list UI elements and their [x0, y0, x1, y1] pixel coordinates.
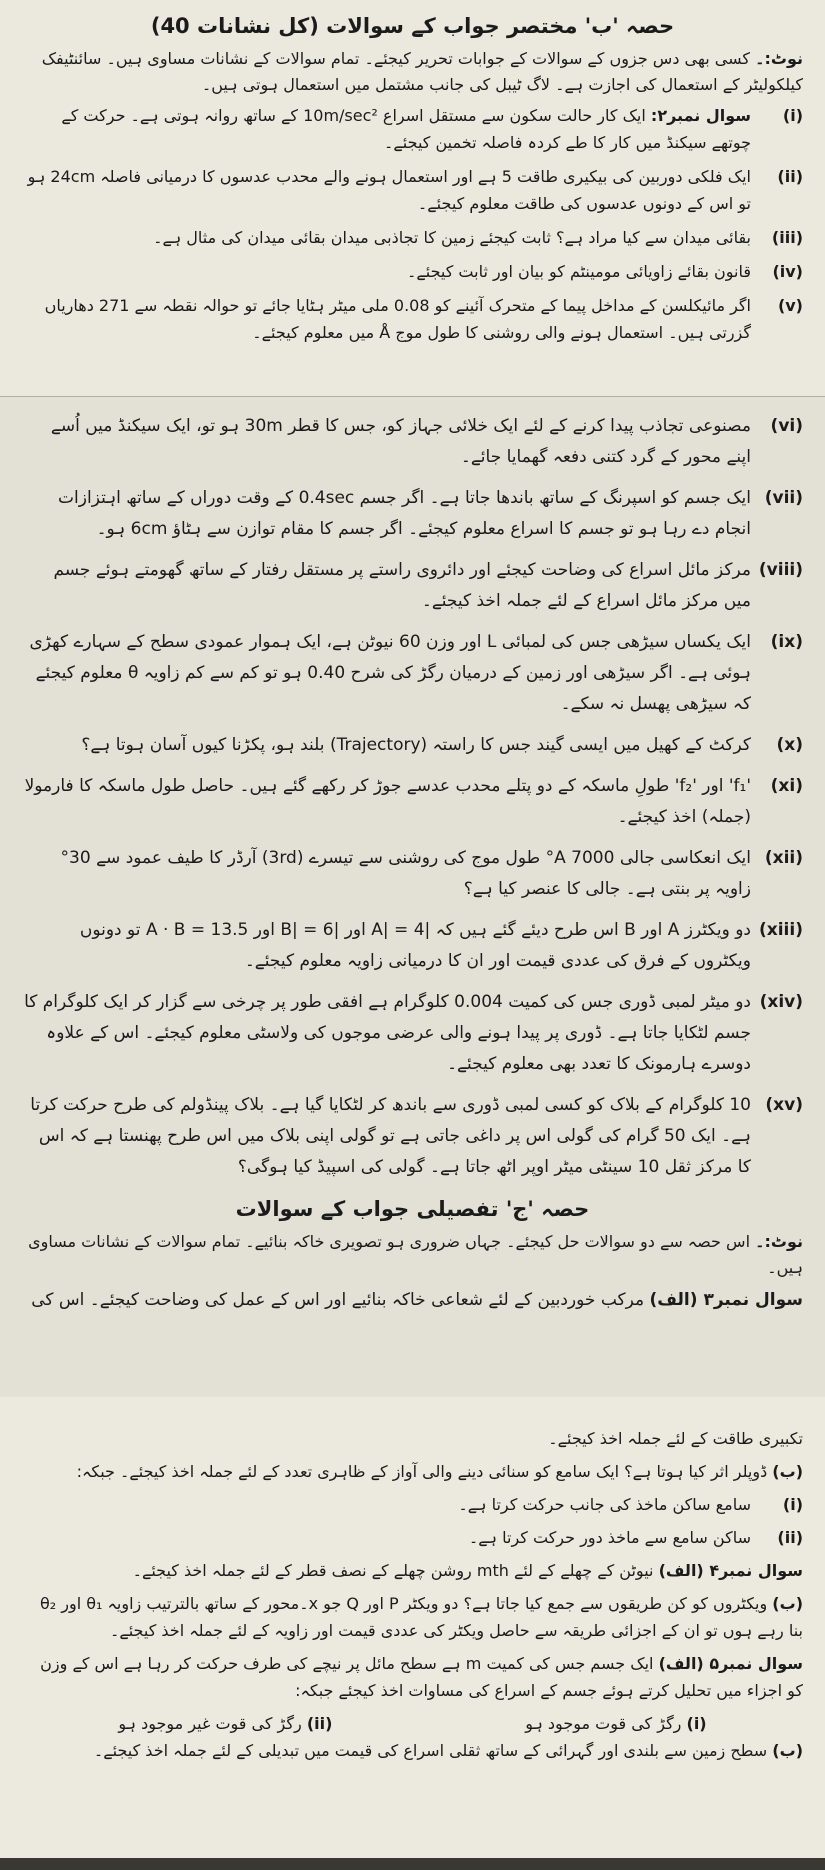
- section-b-top: [0, 0, 825, 397]
- question-3-b: [22, 1458, 803, 1485]
- item-text: قانون بقائے زاویائی مومینٹم کو بیان اور ثابت کیجئے۔: [406, 262, 751, 281]
- item-number: (xiii): [759, 920, 803, 940]
- item-number: (xiv): [759, 992, 803, 1012]
- question-3-b-i: [22, 1491, 803, 1518]
- item-number: (x): [776, 735, 803, 755]
- question-2-v: [22, 292, 803, 346]
- note-text: کسی بھی دس جزوں کے سوالات کے جوابات تحریر کیجئے۔ تمام سوالات کے نشانات مساوی ہیں۔ سائنٹیفک کیلکولیٹر کے استعمال کی اجازت ہے۔ لاگ ٹیبل کی جانب مشتمل میں استعمال ہوتی ہیں۔: [41, 49, 803, 94]
- item-number: (vii): [764, 488, 803, 508]
- item-text: ایک جسم کو اسپرنگ کے ساتھ باندھا جاتا ہے۔ اگر جسم 0.4sec کے وقت دوراں کے ساتھ اہتزازات انجام دے رہا ہو تو جسم کا اسراع معلوم کیجئے۔ اگر جسم کا مقام توازن سے ہٹاؤ 6cm ہو۔: [58, 488, 751, 539]
- question-2-ix: [22, 627, 803, 720]
- part-b-label: (ب): [772, 1462, 803, 1481]
- question-2-iii: [22, 224, 803, 251]
- question-3-b-ii: [22, 1524, 803, 1551]
- item-number: (i): [782, 106, 803, 125]
- question-4-b: [22, 1590, 803, 1644]
- question-2-xiv: [22, 987, 803, 1080]
- question-2-iv: [22, 258, 803, 285]
- bottom-edge: [0, 1858, 825, 1870]
- question-5-b-text: سطح زمین سے بلندی اور گہرائی کے ساتھ ثقلی اسراع کی قیمت میں تبدیلی کے لئے جملہ اخذ کیجئے۔: [93, 1741, 768, 1760]
- item-text: مرکز مائل اسراع کی وضاحت کیجئے اور دائروی راستے پر مستقل رفتار کے ساتھ گھومتے ہوئے جسم میں مرکز مائل اسراع کے لئے جملہ اخذ کیجئے۔: [53, 560, 751, 611]
- question-5-b: [22, 1737, 803, 1764]
- question-5-a: [22, 1650, 803, 1704]
- part-b-label: (ب): [772, 1594, 803, 1613]
- item-text: ایک یکساں سیڑھی جس کی لمبائی L اور وزن 60 نیوٹن ہے، ایک ہموار عمودی سطح کے سہارے کھڑی ہوئی ہے۔ اگر سیڑھی اور زمین کے درمیان رگڑ کی شرح 0.40 ہو تو کم سے کم زاویہ θ معلوم کیجئے کہ سیڑھی پھسل نہ سکے۔: [29, 632, 751, 714]
- question-4-a: [22, 1557, 803, 1584]
- item-number: (viii): [758, 560, 803, 580]
- item-number: (i): [686, 1714, 707, 1733]
- question-2-xi: [22, 771, 803, 833]
- condition-i: [525, 1710, 706, 1737]
- section-b-note: [22, 46, 803, 98]
- question-2-viii: [22, 555, 803, 617]
- item-text: دو ویکٹرز A اور B اس طرح دیئے گئے ہیں کہ |A| = 4 اور |B| = 6 اور A · B = 13.5 تو دونوں ویکٹروں کے فرق کی عددی قیمت اور ان کا درمیانی زاویہ معلوم کیجئے۔: [79, 920, 751, 971]
- question-2-xii: [22, 843, 803, 905]
- item-text: اگر مائیکلسن کے مداخل پیما کے متحرک آئینے کو 0.08 ملی میٹر ہٹایا جائے تو حوالہ نقطہ سے 271 دھاریاں گزرتی ہیں۔ استعمال ہونے والی روشنی کا طول موج Å میں معلوم کیجئے۔: [44, 296, 751, 342]
- question-3-a-continued: تکبیری طاقت کے لئے جملہ اخذ کیجئے۔: [548, 1429, 803, 1448]
- item-text: ایک انعکاسی جالی 7000 A° طول موج کی روشنی سے تیسرے (3rd) آرڈر کا طیف عمود سے 30° زاویہ پر بنتی ہے۔ جالی کا عنصر کیا ہے؟: [60, 848, 751, 899]
- question-2-vii: [22, 483, 803, 545]
- question-5-conditions: [22, 1710, 803, 1737]
- item-number: (xv): [765, 1095, 803, 1115]
- item-number: (iii): [771, 228, 803, 247]
- question-3-b-text: ڈوپلر اثر کیا ہوتا ہے؟ ایک سامع کو سنائی دینے والی آواز کے ظاہری تعدد کے لئے جملہ اخذ کیجئے۔ جبکہ:: [76, 1462, 768, 1481]
- question-4-text: نیوٹن کے چھلے کے لئے mth روشن چھلے کے نصف قطر کے لئے جملہ اخذ کیجئے۔: [132, 1561, 654, 1580]
- item-text: رگڑ کی قوت موجود ہو: [525, 1714, 682, 1733]
- item-text: کرکٹ کے کھیل میں ایسی گیند جس کا راستہ (Trajectory) بلند ہو، پکڑنا کیوں آسان ہوتا ہے؟: [81, 735, 751, 755]
- item-number: (iv): [772, 262, 803, 281]
- question-4-b-text: ویکٹروں کو کن طریقوں سے جمع کیا جاتا ہے؟ دو ویکٹر P اور Q جو x۔محور کے ساتھ بالترتیب زاویہ θ₁ اور θ₂ بنا رہے ہوں تو ان کے اجزائی طریقہ سے حاصل ویکٹر کی عددی قیمت اور زاویہ کے لئے جملہ اخذ کیجئے۔: [39, 1594, 803, 1640]
- item-text: 10 کلوگرام کے بلاک کو کسی لمبی ڈوری سے باندھ کر لٹکایا گیا ہے۔ بلاک پینڈولم کی طرح حرکت کرتا ہے۔ ایک 50 گرام کی گولی اس پر داغی جاتی ہے تو گولی اپنی بلاک میں اس طرح پھنستا ہے کہ اس کا مرکز ثقل 10 سینٹی میٹر اوپر اٹھ جاتا ہے۔ گولی کی اسپیڈ کیا ہوگی؟: [30, 1095, 751, 1177]
- note-label: نوٹ:۔: [755, 49, 803, 68]
- question-4-label: سوال نمبر۴ (الف): [658, 1561, 803, 1580]
- item-text: مصنوعی تجاذب پیدا کرنے کے لئے ایک خلائی جہاز کو، جس کا قطر 30m ہو تو، ایک سیکنڈ میں اُسے اپنے محور کے گرد کتنی دفعہ گھمایا جائے۔: [50, 416, 751, 467]
- question-2-label: سوال نمبر۲:: [650, 106, 751, 125]
- question-2-xv: [22, 1090, 803, 1183]
- item-number: (xii): [764, 848, 803, 868]
- note-text: اس حصہ سے دو سوالات حل کیجئے۔ جہاں ضروری ہو تصویری خاکہ بنائیے۔ تمام سوالات کے نشانات مساوی ہیں۔: [28, 1232, 803, 1277]
- item-text: دو میٹر لمبی ڈوری جس کی کمیت 0.004 کلوگرام ہے افقی طور پر چرخی سے گزار کر ایک کلوگرام کا جسم لٹکایا جاتا ہے۔ ڈوری پر پیدا ہونے والی عرضی موجوں کی ولاسٹی معلوم کیجئے۔ اس کے علاوہ دوسرے ہارمونک کا تعدد بھی معلوم کیجئے۔: [24, 992, 751, 1074]
- item-number: (ii): [306, 1714, 333, 1733]
- section-b-bottom: [0, 397, 825, 1397]
- question-3-label: سوال نمبر۳ (الف): [649, 1290, 803, 1310]
- question-5-label: سوال نمبر۵ (الف): [658, 1654, 803, 1673]
- item-number: (ix): [770, 632, 803, 652]
- item-number: (ii): [777, 1528, 803, 1547]
- item-text: ایک فلکی دوربین کی بیکیری طاقت 5 ہے اور استعمال ہونے والے محدب عدسوں کا درمیانی فاصلہ 24cm ہو تو اس کے دونوں عدسوں کی طاقت معلوم کیجئے۔: [27, 167, 751, 213]
- section-c-heading: حصہ 'ج' تفصیلی جواب کے سوالات: [235, 1197, 590, 1221]
- item-text: 'f₁' اور 'f₂' طولِ ماسکہ کے دو پتلے محدب عدسے جوڑ کر رکھے گئے ہیں۔ حاصل طول ماسکہ کا فارمولا (جملہ) اخذ کیجئے۔: [24, 776, 751, 827]
- question-3-text: مرکب خوردبین کے لئے شعاعی خاکہ بنائیے اور اس کے عمل کی وضاحت کیجئے۔ اس کی: [31, 1290, 645, 1310]
- question-2-vi: [22, 411, 803, 473]
- item-number: (v): [777, 296, 803, 315]
- part-b-label: (ب): [772, 1741, 803, 1760]
- item-text: بقائی میدان سے کیا مراد ہے؟ ثابت کیجئے زمین کا تجاذبی میدان بقائی میدان کی مثال ہے۔: [153, 228, 751, 247]
- question-3-a: [22, 1285, 803, 1316]
- section-c-note: [22, 1229, 803, 1281]
- question-2-xiii: [22, 915, 803, 977]
- item-number: (ii): [777, 167, 803, 186]
- section-c-continued: [0, 1397, 825, 1870]
- item-text: ساکن سامع سے ماخذ دور حرکت کرتا ہے۔: [468, 1528, 751, 1547]
- item-number: (i): [782, 1495, 803, 1514]
- question-2-x: [22, 730, 803, 761]
- question-2-i: [22, 102, 803, 156]
- question-2-ii: [22, 163, 803, 217]
- item-text: سامع ساکن ماخذ کی جانب حرکت کرتا ہے۔: [458, 1495, 751, 1514]
- question-5-text: ایک جسم جس کی کمیت m ہے سطح مائل پر نیچے کی طرف حرکت کر رہا ہے اس کے وزن کو اجزاء میں تحلیل کرتے ہوئے جسم کے اسراع کی مساوات اخذ کیجئے جبکہ:: [40, 1654, 803, 1700]
- section-b-heading: حصہ 'ب' مختصر جواب کے سوالات (کل نشانات 40): [150, 14, 675, 38]
- item-text: رگڑ کی قوت غیر موجود ہو: [118, 1714, 302, 1733]
- note-label: نوٹ:۔: [755, 1232, 803, 1251]
- item-text: ایک کار حالت سکون سے مستقل اسراع 10m/sec² کے ساتھ روانہ ہوتی ہے۔ حرکت کے چوتھے سیکنڈ میں کار کا طے کردہ فاصلہ تخمین کیجئے۔: [61, 106, 751, 152]
- item-number: (vi): [770, 416, 803, 436]
- item-number: (xi): [770, 776, 803, 796]
- condition-ii: [118, 1710, 332, 1737]
